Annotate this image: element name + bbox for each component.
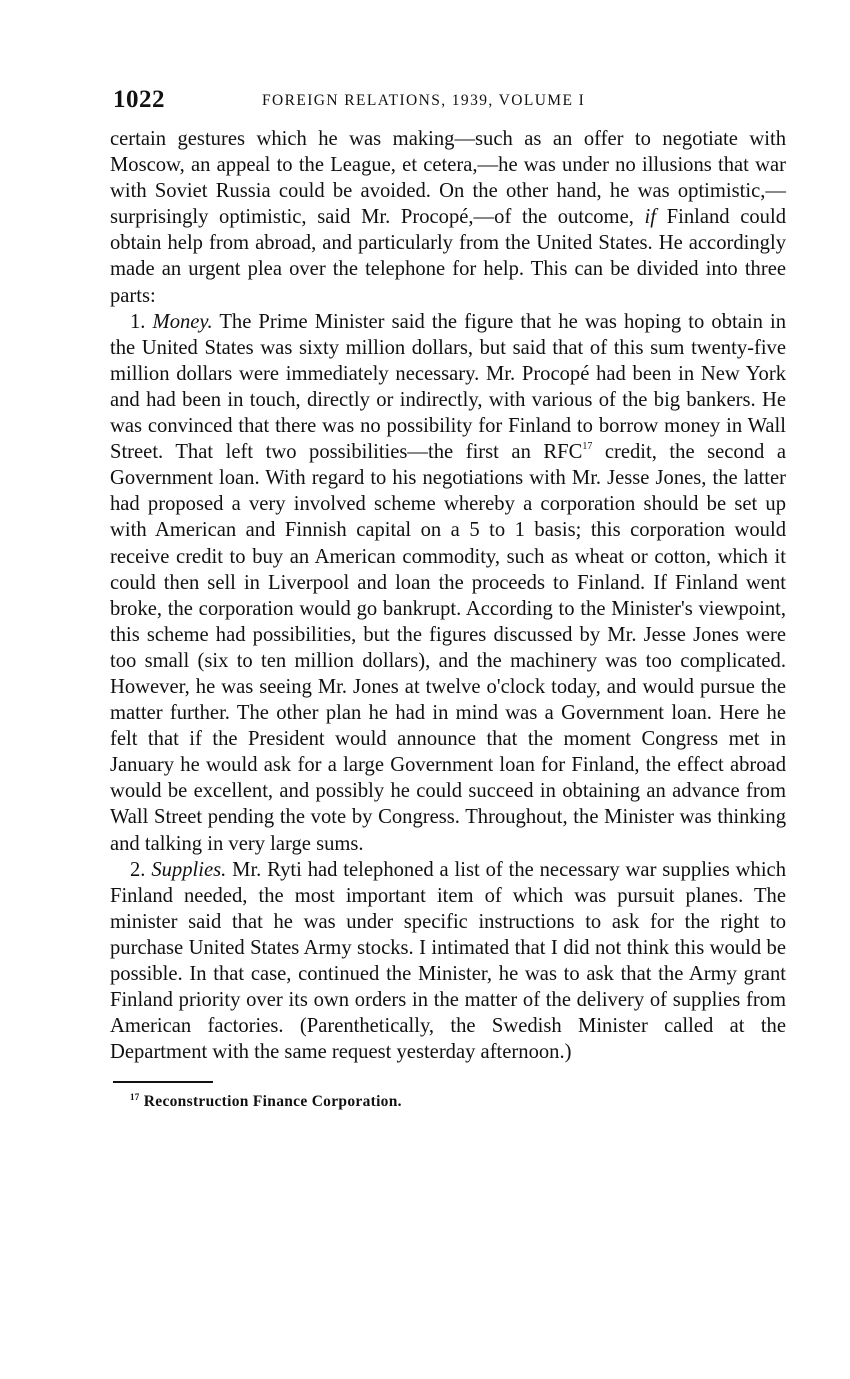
paragraph-supplies — [110, 857, 786, 1066]
money-heading: Money. — [152, 310, 213, 333]
paragraph-intro-text-a: certain gestures which he was making—such as an offer to negotiate with Moscow, an appeal to the League, et cetera,—he was under no illusions that war with Soviet Russia could be avoided. On the other hand, he was optimistic,—surprisingly optimistic, said Mr. Procopé,—of the outcome, — [110, 128, 786, 229]
footnote-text: Reconstruction Finance Corporation. — [139, 1093, 402, 1111]
paragraph-intro — [110, 126, 786, 309]
paragraph-money — [110, 309, 786, 857]
footnote-divider — [113, 1081, 213, 1083]
supplies-text: Mr. Ryti had telephoned a list of the necessary war supplies which Finland needed, the most important item of which was pursuit planes. The minister said that he was under specific instructions to ask for the right to purchase United States Army stocks. I intimated that I did not think this would be possible. In that case, continued the Minister, he was to ask that the Army grant Finland priority over its own orders in the matter of the delivery of supplies from American factories. (Parenthetically, the Swedish Minister called at the Department with the same request yesterday afternoon.) — [110, 858, 786, 1064]
footnote-ref[interactable]: 17 — [582, 441, 593, 453]
supplies-number: 2. — [130, 858, 146, 881]
emphasis-if: if — [644, 206, 656, 229]
running-head: FOREIGN RELATIONS, 1939, VOLUME I — [262, 92, 586, 109]
footnote-number: 17 — [130, 1092, 140, 1103]
footnote — [130, 1093, 786, 1111]
money-number: 1. — [130, 310, 146, 333]
page-header — [110, 86, 786, 120]
page-number: 1022 — [113, 86, 165, 113]
body-text — [110, 126, 786, 1065]
document-page — [110, 86, 786, 1111]
paragraph-intro-text-b: Finland could obtain help from abroad, and particularly from the United States. He accordingly made an urgent plea over the telephone for help. This can be divided into three parts: — [110, 206, 786, 307]
supplies-heading: Supplies. — [151, 858, 227, 881]
money-text-b: credit, the second a Government loan. With regard to his negotiations with Mr. Jesse Jones, the latter had proposed a very involved scheme whereby a corporation should be set up with American and Finnish capital on a 5 to 1 basis; this corporation would receive credit to buy an American commodity, such as wheat or cotton, which it could then sell in Liverpool and loan the proceeds to Finland. If Finland went broke, the corporation would go bankrupt. According to the Minister's viewpoint, this scheme had possibilities, but the figures discussed by Mr. Jesse Jones were too small (six to ten million dollars), and the machinery was too complicated. However, he was seeing Mr. Jones at twelve o'clock today, and would pursue the matter further. The other plan he had in mind was a Government loan. Here he felt that if the President would announce that the moment Congress met in January he would ask for a large Government loan for Finland, the effect abroad would be excellent, and possibly he could succeed in obtaining an advance from Wall Street pending the vote by Congress. Throughout, the Minister was thinking and talking in very large sums. — [110, 441, 786, 855]
money-text-a: The Prime Minister said the figure that he was hoping to obtain in the United States was sixty million dollars, but said that of this sum twenty-five million dollars were immediately necessary. Mr. Procopé had been in New York and had been in touch, directly or indirectly, with various of the big bankers. He was convinced that there was no possibility for Finland to borrow money in Wall Street. That left two possibilities—the first an RFC — [110, 310, 786, 464]
